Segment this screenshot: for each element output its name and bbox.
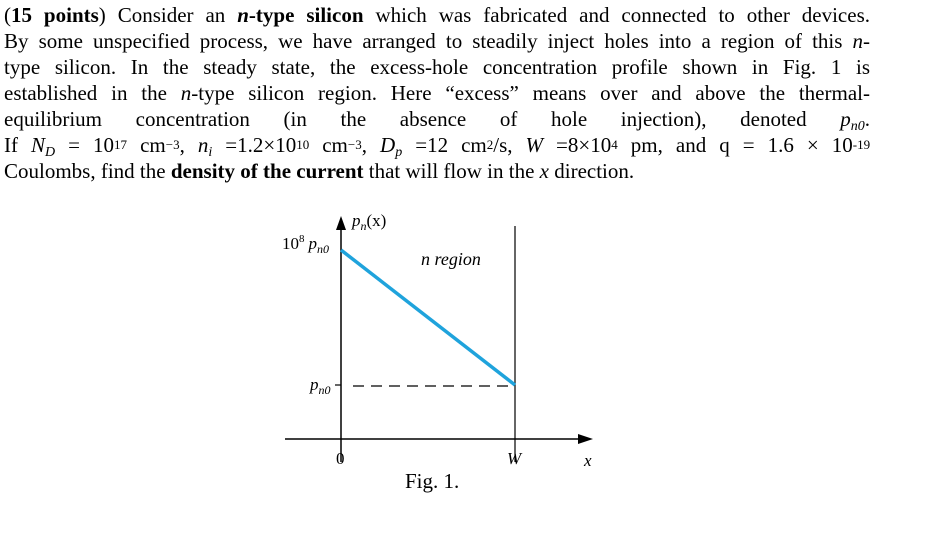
problem-text-run: = 10 (55, 133, 115, 157)
problem-text-run: type silicon. In the steady state, the excess-hole concentration profile shown in Fig. 1 is (4, 55, 870, 79)
problem-text-run: pm, and q = 1.6 × 10 (617, 133, 853, 157)
problem-text-run: p (395, 145, 403, 160)
problem-text-run: p (840, 107, 851, 131)
problem-text-run: - (863, 29, 870, 53)
x-axis-label: x (584, 451, 592, 470)
problem-text-run: 15 points (11, 3, 99, 27)
x-end-label: W (507, 449, 522, 468)
problem-text-run: established in the (4, 81, 181, 105)
problem-text-run: cm (127, 133, 166, 157)
problem-text-run: -19 (852, 137, 871, 152)
problem-text-run: 4 (611, 137, 618, 152)
problem-text-run: that will flow in the (363, 159, 540, 183)
problem-text-run: ) Consider an (98, 3, 238, 27)
problem-text-run: , (179, 133, 198, 157)
x-origin-label: 0 (336, 449, 345, 468)
problem-text-run: 10 (296, 137, 310, 152)
problem-text-run: −3 (165, 137, 180, 152)
problem-text-run: which was fabricated and connected to other devices. (363, 3, 870, 27)
problem-text-run: x (539, 159, 549, 183)
y-axis-arrow (336, 216, 346, 230)
problem-text-run: −3 (347, 137, 362, 152)
problem-text-run: i (208, 145, 213, 160)
problem-text-run: n (237, 3, 249, 27)
region-label: n region (421, 249, 481, 269)
problem-text-run: n (180, 81, 192, 105)
y-axis-label: $p_n(x)$ (352, 211, 387, 233)
problem-text-run: cm (309, 133, 348, 157)
problem-text-run: ( (4, 3, 11, 27)
x-axis-arrow (578, 434, 593, 444)
problem-text-run: =8×10 (543, 133, 612, 157)
excess-hole-profile-line (341, 250, 515, 385)
problem-text-run: direction. (549, 159, 635, 183)
problem-text-run: , (361, 133, 381, 157)
problem-text-run: n (852, 29, 863, 53)
problem-text-run: n (197, 133, 209, 157)
problem-text-run: N (31, 133, 46, 157)
problem-text-run: =1.2×10 (212, 133, 297, 157)
problem-text-run: -type silicon (248, 3, 364, 27)
problem-text-run: =12 cm (402, 133, 487, 157)
figure-caption: Fig. 1. (405, 469, 460, 493)
problem-text-run: By some unspecified process, we have arranged to steadily inject holes into a region of this (4, 29, 853, 53)
problem-text-run: density of the current (170, 159, 364, 183)
problem-text-run: If (4, 133, 32, 157)
problem-text-run: 17 (114, 137, 128, 152)
problem-text-run: /s, (493, 133, 526, 157)
problem-text-run: equilibrium concentration (in the absence of hole injection), denoted (4, 107, 841, 131)
problem-text-run: D (45, 145, 56, 160)
problem-text-run: Coulombs, find the (4, 159, 171, 183)
problem-text-run: D (380, 133, 396, 157)
problem-text-run: . (864, 107, 870, 131)
problem-text-run: W (525, 133, 544, 157)
equilibrium-concentration-label: $p_{n0}$ (310, 375, 331, 397)
problem-text-run: -type silicon region. Here “excess” means over and above the thermal- (191, 81, 870, 105)
problem-text-run: n0 (850, 119, 865, 134)
peak-concentration-label: $10^8$ $p_{n0}$ (282, 233, 329, 256)
problem-text-run: 2 (486, 137, 494, 152)
